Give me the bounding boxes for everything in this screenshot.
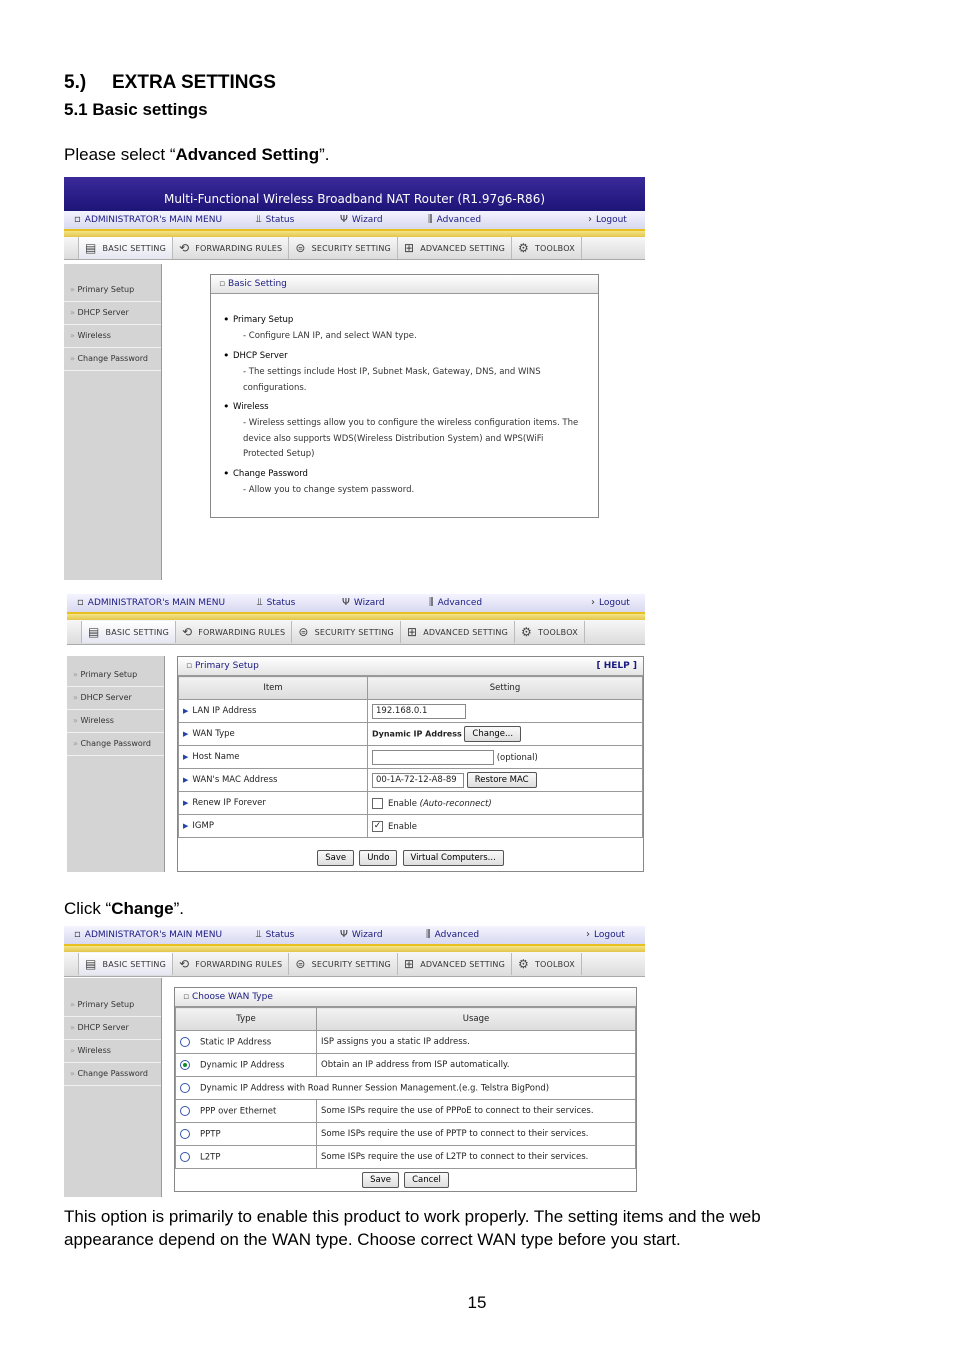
sidebar-item-wireless[interactable]: » Wireless <box>64 325 161 348</box>
renew-text: Enable <box>388 798 417 809</box>
wizard-icon: Ψ <box>340 929 348 940</box>
tab-advanced-label: ADVANCED SETTING <box>420 959 505 969</box>
renew-checkbox[interactable] <box>372 798 383 809</box>
type-cell <box>176 1146 317 1169</box>
radio-pppoe[interactable] <box>180 1106 190 1116</box>
sidebar-item-primary-setup[interactable]: » Primary Setup <box>64 279 161 302</box>
button-row <box>175 1169 636 1188</box>
menu-status-label: Status <box>266 598 296 608</box>
tab-toolbox[interactable] <box>512 953 582 975</box>
virtual-computers-button[interactable]: Virtual Computers... <box>403 850 504 866</box>
col-setting-header: Setting <box>368 677 643 700</box>
wizard-icon: Ψ <box>342 597 350 608</box>
menu-advanced[interactable] <box>428 214 481 225</box>
instruction-2-bold: Change <box>111 899 174 918</box>
tab-forwarding-label: FORWARDING RULES <box>195 959 283 969</box>
instruction-1-pre: Please select “ <box>64 145 176 164</box>
panel-title: Primary Setup <box>194 661 259 671</box>
tab-basic-label: BASIC SETTING <box>105 627 169 637</box>
forwarding-icon: ⟲ <box>178 241 190 255</box>
host-label: Host Name <box>192 752 240 762</box>
screenshot-choose-wan-type <box>64 926 645 1197</box>
arrow-right-icon: › <box>591 597 595 608</box>
row-label <box>179 792 368 815</box>
row-setting <box>368 700 643 723</box>
table-row <box>179 723 643 746</box>
type-cell <box>176 1054 317 1077</box>
type-label: PPP over Ethernet <box>200 1106 277 1117</box>
square-icon: ▫ <box>74 214 81 225</box>
lan-label: LAN IP Address <box>192 706 257 716</box>
tab-toolbox-label: TOOLBOX <box>534 243 575 253</box>
menu-admin[interactable] <box>74 929 222 940</box>
menu-admin-label: ADMINISTRATOR's MAIN MENU <box>87 598 226 608</box>
tab-advanced-setting[interactable] <box>398 237 512 259</box>
subsection-heading: 5.1 Basic settings <box>64 100 208 119</box>
usage-cell: Some ISPs require the use of PPPoE to connect to their services. <box>317 1100 636 1123</box>
paragraph-line-2: appearance depend on the WAN type. Choose correct WAN type before you start. <box>64 1230 681 1249</box>
sidebar-item-dhcp-server[interactable]: » DHCP Server <box>67 687 164 710</box>
help-link[interactable]: [ HELP ] <box>596 661 637 671</box>
tab-basic-setting[interactable] <box>78 237 173 259</box>
usage-cell: ISP assigns you a static IP address. <box>317 1031 636 1054</box>
page-number: 15 <box>467 1293 487 1312</box>
status-icon: ⫫ <box>256 214 262 225</box>
tab-advanced-setting[interactable] <box>401 621 515 643</box>
menu-status-label: Status <box>265 930 295 940</box>
menu-advanced-label: Advanced <box>434 930 480 940</box>
row-setting <box>368 792 643 815</box>
router-title: Multi-Functional Wireless Broadband NAT Router (R1.97g6-R86) <box>64 177 645 211</box>
col-type-header: Type <box>176 1008 317 1031</box>
tab-advanced-label: ADVANCED SETTING <box>423 627 508 637</box>
menu-wizard-label: Wizard <box>351 930 383 940</box>
row-label <box>179 723 368 746</box>
type-label: PPTP <box>200 1129 221 1140</box>
table-row <box>179 700 643 723</box>
instruction-2-post: ”. <box>173 899 184 918</box>
menu-wizard-label: Wizard <box>353 598 385 608</box>
host-note: (optional) <box>496 752 538 763</box>
sidebar-item-wireless[interactable]: » Wireless <box>64 1040 161 1063</box>
menu-status[interactable] <box>256 214 294 225</box>
menu-advanced-label: Advanced <box>436 215 482 225</box>
tab-security-label: SECURITY SETTING <box>314 627 394 637</box>
arrow-icon: ▶ <box>183 707 189 715</box>
advanced-icon: ⫼ <box>426 929 431 940</box>
tab-security-setting[interactable] <box>289 953 398 975</box>
tab-basic-label: BASIC SETTING <box>102 243 166 253</box>
tab-basic-label: BASIC SETTING <box>102 959 166 969</box>
radio-l2tp[interactable] <box>180 1152 190 1162</box>
row-setting <box>368 746 643 769</box>
row-label <box>179 746 368 769</box>
menu-status[interactable] <box>257 597 295 608</box>
table-header-row <box>179 677 643 700</box>
save-button[interactable]: Save <box>362 1172 399 1188</box>
row-setting <box>368 769 643 792</box>
advanced-icon: ⫼ <box>428 214 433 225</box>
menu-admin[interactable] <box>74 214 222 225</box>
forwarding-icon: ⟲ <box>181 625 193 639</box>
radio-road-runner[interactable] <box>180 1083 190 1093</box>
sidebar-item-primary-setup[interactable]: » Primary Setup <box>64 994 161 1017</box>
row-label <box>179 700 368 723</box>
square-icon: ▫ <box>77 597 84 608</box>
save-button[interactable]: Save <box>317 850 354 866</box>
folder-icon: ▤ <box>88 625 100 639</box>
tab-toolbox-label: TOOLBOX <box>537 627 578 637</box>
menu-advanced[interactable] <box>426 929 479 940</box>
change-button[interactable]: Change... <box>464 726 521 742</box>
sidebar-item-dhcp-server[interactable]: » DHCP Server <box>64 1017 161 1040</box>
type-label: L2TP <box>200 1152 221 1163</box>
table-row <box>176 1031 636 1054</box>
arrow-icon: ▶ <box>183 730 189 738</box>
menu-logout-label: Logout <box>594 930 625 940</box>
tab-security-label: SECURITY SETTING <box>311 243 391 253</box>
type-cell <box>176 1100 317 1123</box>
col-usage-header: Usage <box>317 1008 636 1031</box>
menu-advanced[interactable] <box>429 597 482 608</box>
instruction-2-pre: Click “ <box>64 899 112 918</box>
wan-label: WAN Type <box>192 729 235 739</box>
menu-logout[interactable] <box>588 214 627 225</box>
instruction-1-bold: Advanced Setting <box>175 145 320 164</box>
tab-basic-setting[interactable] <box>81 621 176 643</box>
item-title[interactable]: • Change Password <box>233 469 308 479</box>
button-row <box>178 847 643 866</box>
toolbox-icon: ⚙ <box>517 957 529 971</box>
tab-forwarding-rules[interactable] <box>173 237 289 259</box>
advanced-setting-icon: ⊞ <box>406 625 418 639</box>
menu-admin[interactable] <box>77 597 225 608</box>
square-icon: ▫ <box>74 929 81 940</box>
security-icon: ⊜ <box>295 957 306 971</box>
panel-heading: ▫ Basic Setting <box>211 275 598 294</box>
tab-basic-setting[interactable] <box>78 953 173 975</box>
menu-wizard-label: Wizard <box>351 215 383 225</box>
row-setting <box>368 723 643 746</box>
radio-pptp[interactable] <box>180 1129 190 1139</box>
primary-setup-panel <box>177 656 644 872</box>
igmp-label: IGMP <box>192 821 214 831</box>
sidebar-item-change-password[interactable]: » Change Password <box>64 1063 161 1086</box>
status-icon: ⫫ <box>256 929 262 940</box>
screenshot-primary-setup <box>67 594 645 872</box>
renew-note: (Auto-reconnect) <box>419 798 492 809</box>
table-row <box>179 769 643 792</box>
usage-cell: Some ISPs require the use of L2TP to connect to their services. <box>317 1146 636 1169</box>
menu-logout[interactable] <box>586 929 625 940</box>
tab-forwarding-label: FORWARDING RULES <box>195 243 283 253</box>
advanced-setting-icon: ⊞ <box>403 241 415 255</box>
security-icon: ⊜ <box>298 625 309 639</box>
tab-security-setting[interactable] <box>289 237 398 259</box>
tab-forwarding-rules[interactable] <box>176 621 292 643</box>
row-setting <box>368 815 643 838</box>
cancel-button[interactable]: Cancel <box>404 1172 449 1188</box>
radio-dynamic-ip[interactable] <box>180 1060 190 1070</box>
tab-toolbox[interactable] <box>512 237 582 259</box>
wizard-icon: Ψ <box>340 214 348 225</box>
screenshot-basic-setting <box>64 177 645 580</box>
sidebar-item-wireless[interactable]: » Wireless <box>67 710 164 733</box>
menu-logout-label: Logout <box>599 598 630 608</box>
tab-bar <box>67 620 645 645</box>
main-menu-bar <box>64 926 645 946</box>
tab-security-label: SECURITY SETTING <box>311 959 391 969</box>
radio-static-ip[interactable] <box>180 1037 190 1047</box>
usage-cell: Some ISPs require the use of PPTP to connect to their services. <box>317 1123 636 1146</box>
row-label <box>179 815 368 838</box>
advanced-setting-icon: ⊞ <box>403 957 415 971</box>
arrow-icon: ▶ <box>183 776 189 784</box>
restore-mac-button[interactable]: Restore MAC <box>467 772 537 788</box>
tab-bar <box>64 237 645 260</box>
lan-ip-input[interactable]: 192.168.0.1 <box>372 704 466 719</box>
item-desc: - Allow you to change system password. <box>243 485 415 495</box>
menu-status[interactable] <box>256 929 294 940</box>
item-desc: - Configure LAN IP, and select WAN type. <box>243 331 417 341</box>
tab-advanced-label: ADVANCED SETTING <box>420 243 505 253</box>
section-title: EXTRA SETTINGS <box>112 72 276 93</box>
advanced-icon: ⫼ <box>429 597 434 608</box>
menu-admin-label: ADMINISTRATOR's MAIN MENU <box>84 215 223 225</box>
arrow-icon: ▶ <box>183 753 189 761</box>
panel-heading <box>178 657 643 676</box>
table-row <box>176 1100 636 1123</box>
arrow-right-icon: › <box>586 929 590 940</box>
row-label <box>179 769 368 792</box>
toolbox-icon: ⚙ <box>517 241 529 255</box>
section-number: 5.) <box>64 72 87 93</box>
menu-wizard[interactable] <box>340 214 383 225</box>
menu-logout-label: Logout <box>596 215 627 225</box>
igmp-text: Enable <box>388 821 417 832</box>
basic-setting-panel <box>210 274 599 518</box>
status-icon: ⫫ <box>257 597 263 608</box>
sidebar-item-change-password[interactable]: » Change Password <box>64 348 161 371</box>
type-label: Dynamic IP Address <box>200 1060 285 1071</box>
type-cell <box>176 1077 636 1100</box>
choose-wan-type-panel <box>174 987 637 1192</box>
table-row <box>176 1146 636 1169</box>
tab-forwarding-label: FORWARDING RULES <box>198 627 286 637</box>
item-desc: - The settings include Host IP, Subnet Mask, Gateway, DNS, and WINS configurations. <box>243 367 541 393</box>
forwarding-icon: ⟲ <box>178 957 190 971</box>
mac-input[interactable]: 00-1A-72-12-A8-89 <box>372 773 464 788</box>
mac-label: WAN's MAC Address <box>192 775 278 785</box>
arrow-right-icon: › <box>588 214 592 225</box>
item-title[interactable]: • DHCP Server <box>233 351 288 361</box>
tab-toolbox-label: TOOLBOX <box>534 959 575 969</box>
toolbox-icon: ⚙ <box>520 625 532 639</box>
item-title[interactable]: • Primary Setup <box>233 315 293 325</box>
menu-advanced-label: Advanced <box>437 598 483 608</box>
section-heading <box>64 72 276 94</box>
menu-wizard[interactable] <box>340 929 383 940</box>
sidebar <box>64 264 162 580</box>
table-row <box>176 1054 636 1077</box>
table-row <box>179 792 643 815</box>
renew-label: Renew IP Forever <box>192 798 266 808</box>
table-row <box>179 746 643 769</box>
wan-type-table <box>175 1007 636 1169</box>
sidebar-item-dhcp-server[interactable]: » DHCP Server <box>64 302 161 325</box>
menu-logout[interactable] <box>591 597 630 608</box>
item-title[interactable]: • Wireless <box>233 402 269 412</box>
menu-admin-label: ADMINISTRATOR's MAIN MENU <box>84 930 223 940</box>
security-icon: ⊜ <box>295 241 306 255</box>
paragraph-line-1: This option is primarily to enable this product to work properly. The setting items and the web <box>64 1207 761 1226</box>
tab-advanced-setting[interactable] <box>398 953 512 975</box>
folder-icon: ▤ <box>85 241 97 255</box>
instruction-1-post: ”. <box>319 145 330 164</box>
host-name-input[interactable] <box>372 750 494 765</box>
igmp-checkbox[interactable]: ✓ <box>373 820 382 831</box>
table-row <box>179 815 643 838</box>
arrow-icon: ▶ <box>183 822 189 830</box>
main-menu-bar <box>64 211 645 231</box>
instruction-2 <box>64 899 184 919</box>
menu-status-label: Status <box>265 215 295 225</box>
type-label: Static IP Address <box>200 1037 272 1048</box>
table-row <box>176 1123 636 1146</box>
item-desc: - Wireless settings allow you to configure the wireless configuration items. The device also supports WDS(Wireless Distribution System) and WPS(WiFi Protected Setup) <box>243 418 579 459</box>
sidebar <box>64 978 162 1197</box>
wan-type-value: Dynamic IP Address <box>372 729 462 739</box>
usage-cell: Obtain an IP address from ISP automatically. <box>317 1054 636 1077</box>
tab-toolbox[interactable] <box>515 621 585 643</box>
tab-bar <box>64 952 645 977</box>
col-item-header: Item <box>179 677 368 700</box>
type-cell <box>176 1031 317 1054</box>
body-paragraph <box>64 1205 761 1251</box>
tab-security-setting[interactable] <box>292 621 401 643</box>
primary-setup-table <box>178 676 643 838</box>
sidebar <box>67 656 165 872</box>
undo-button[interactable]: Undo <box>359 850 397 866</box>
arrow-icon: ▶ <box>183 799 189 807</box>
main-menu-bar <box>67 594 645 614</box>
type-label: Dynamic IP Address with Road Runner Session Management.(e.g. Telstra BigPond) <box>200 1083 550 1094</box>
sidebar-item-primary-setup[interactable]: » Primary Setup <box>67 664 164 687</box>
panel-heading: ▫ Choose WAN Type <box>175 988 636 1007</box>
sidebar-item-change-password[interactable]: » Change Password <box>67 733 164 756</box>
type-cell <box>176 1123 317 1146</box>
folder-icon: ▤ <box>85 957 97 971</box>
tab-forwarding-rules[interactable] <box>173 953 289 975</box>
menu-wizard[interactable] <box>342 597 385 608</box>
instruction-1 <box>64 145 329 165</box>
table-header-row <box>176 1008 636 1031</box>
table-row <box>176 1077 636 1100</box>
